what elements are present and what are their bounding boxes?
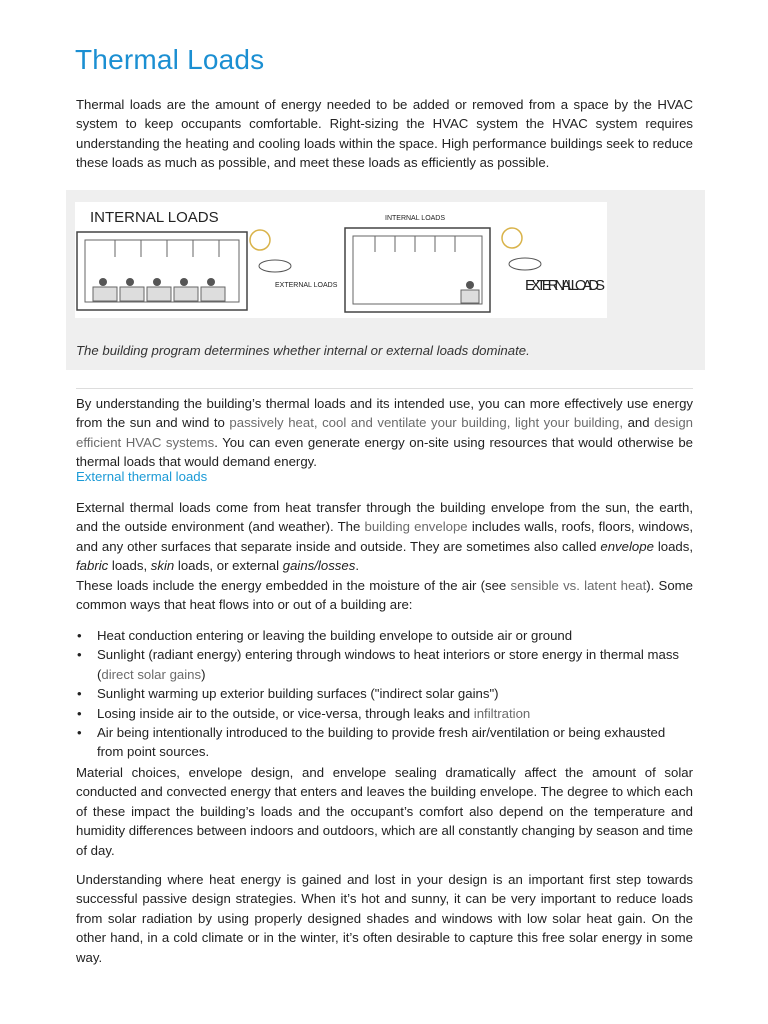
- text: Heat conduction entering or leaving the building envelope to outside air or ground: [97, 628, 573, 643]
- text: gains/losses: [282, 558, 356, 574]
- figure: [66, 190, 705, 370]
- direct-solar-gains-link[interactable]: direct solar gains: [101, 666, 202, 682]
- text: envelope: [600, 538, 654, 554]
- infiltration-link[interactable]: infiltration: [473, 705, 531, 721]
- text: These loads include the energy embedded in the moisture of the air (see: [76, 577, 511, 593]
- internal-external-loads-illustration: [75, 202, 607, 318]
- text: . You can even generate energy on-site using resources that would otherwise be thermal loads that would demand energy.: [76, 434, 693, 470]
- text: and: [623, 415, 655, 431]
- text: External thermal loads come from heat transfer through the building envelope from the sun, the earth, and the outside environment (and weather). The: [76, 500, 693, 535]
- intro-paragraph: Thermal loads are the amount of energy needed to be added or removed from a space by the HVAC system to keep occupants comfortable. Right-sizing the HVAC system the HVAC system requires understanding the heating and cooling loads within the space. High performance buildings seek to reduce these loads as much as possible, and meet these loads as efficiently as possible.: [76, 97, 693, 171]
- text: includes walls, roofs, floors, windows, and any other surfaces that separate inside and outside. They are sometimes also called: [76, 519, 694, 554]
- text: Losing inside air to the outside, or vice-versa, through leaks and: [97, 705, 474, 721]
- text: fabric: [76, 558, 109, 574]
- text: ). Some common ways that heat flows into or out of a building are:: [76, 577, 693, 613]
- text: Sunlight warming up exterior building surfaces ("indirect solar gains"): [97, 686, 499, 702]
- left-label: INTERNAL LOADS: [90, 209, 219, 226]
- right-small-label: INTERNAL LOADS: [385, 215, 446, 222]
- passive-design-link[interactable]: passively heat, cool and ventilate your building,: [229, 415, 511, 431]
- text: loads,: [653, 538, 694, 554]
- page-title: Thermal Loads: [75, 44, 265, 75]
- list-item: [76, 684, 693, 703]
- text: loads, or external: [174, 558, 283, 574]
- usage-paragraph: [76, 394, 693, 472]
- heat-flow-list: [76, 626, 693, 762]
- figure-caption: The building program determines whether internal or external loads dominate.: [76, 343, 530, 358]
- list-item: [76, 626, 693, 645]
- list-item: [76, 645, 693, 684]
- sensible-latent-heat-link[interactable]: sensible vs. latent heat: [510, 577, 647, 593]
- text: skin: [150, 558, 175, 574]
- text: By understanding the building’s thermal loads and its intended use, you can more effectively use energy from the sun and wind to: [76, 396, 693, 431]
- building-envelope-link[interactable]: building envelope: [364, 519, 468, 535]
- divider: [76, 388, 693, 389]
- text: Air being intentionally introduced to the building to provide fresh air/ventilation or being exhausted from point sources.: [97, 725, 666, 760]
- text: Sunlight (radiant energy) entering through windows to heat interiors or store energy in thermal mass (: [97, 647, 680, 682]
- external-loads-paragraph: [76, 498, 693, 614]
- heat-energy-paragraph: Understanding where heat energy is gained and lost in your design is an important first step towards successful passive design strategies. When it’s hot and sunny, it can be very important to reduce loads from solar radiation by using properly designed shades and windows with low solar heat gain. On the other hand, in a cold climate or in the winter, it’s often desirable to capture this free solar energy in some way.: [76, 872, 693, 965]
- material-choices-paragraph: Material choices, envelope design, and envelope sealing dramatically affect the amount of solar conducted and convected energy that enters and leaves the building envelope. The degree to which each of these impact the building’s loads and the occupant’s comfort also depend on the temperature and humidity differences between indoors and outdoors, which are all constantly changing by season and time of day.: [76, 765, 694, 858]
- list-item: [76, 723, 693, 762]
- text: ): [201, 666, 206, 682]
- text: loads,: [108, 558, 151, 574]
- text: .: [355, 558, 359, 574]
- left-small-label: EXTERNAL LOADS: [275, 282, 338, 289]
- right-label: EXTERNAL LOADS: [525, 277, 605, 294]
- daylighting-link[interactable]: light your building,: [514, 415, 624, 431]
- list-item: [76, 704, 693, 723]
- hvac-design-link[interactable]: design efficient HVAC systems: [76, 415, 693, 450]
- section-heading: External thermal loads: [76, 469, 208, 484]
